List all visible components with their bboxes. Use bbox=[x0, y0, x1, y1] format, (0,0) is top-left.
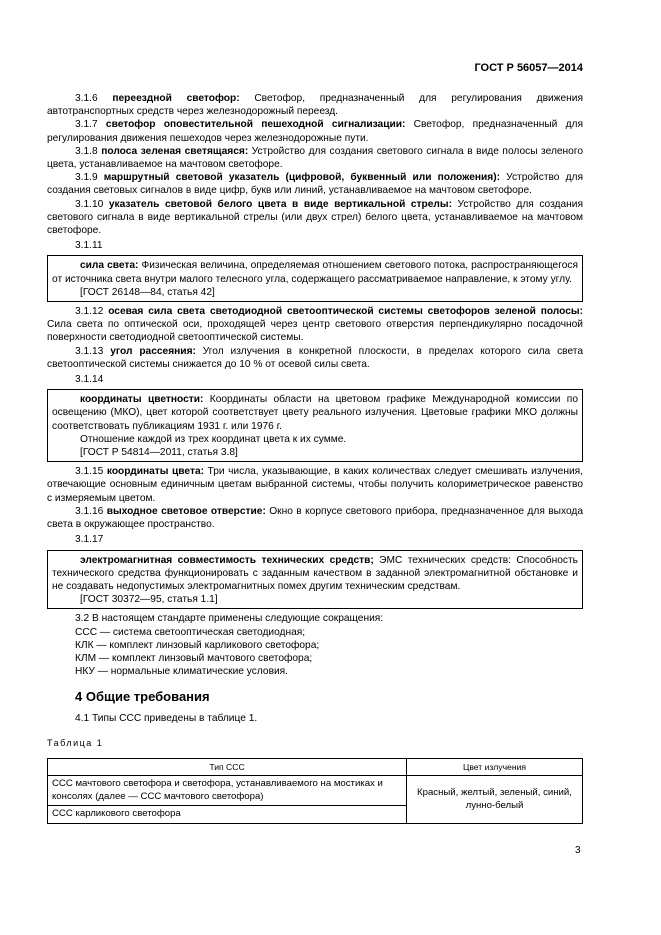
abbreviations-intro: 3.2 В настоящем стандарте применены следующие сокращения: bbox=[75, 613, 384, 625]
term-3-1-10: 3.1.10 указатель световой белого цвета в виде вертикальной стрелы: Устройство для создания светового сигнала в виде вертикальной стрелы (или двух стрел) белого цвета, устанавливаемое на мачтовом светофоре. bbox=[47, 198, 583, 237]
term-3-1-16: 3.1.16 выходное световое отверстие: Окно в корпусе светового прибора, предназначенное для выхода света в окружающее пространство. bbox=[47, 505, 583, 531]
table-caption: Таблица 1 bbox=[47, 737, 104, 748]
section-heading: 4 Общие требования bbox=[75, 689, 210, 705]
term-3-1-11-box bbox=[47, 255, 583, 302]
term-3-1-14-note: Отношение каждой из трех координат цвета к их сумме. bbox=[80, 433, 347, 445]
table-header-type: Тип ССС bbox=[48, 758, 407, 776]
term-3-1-12: 3.1.12 осевая сила света светодиодной светооптической системы светофоров зеленой полосы: Сила света по оптической оси, проходящей через центр светового отверстия перпендикулярно посадочной поверхности светодиодной светооптической системы. bbox=[47, 306, 583, 344]
table-cell-type: ССС карликового светофора bbox=[48, 806, 407, 824]
table-header-row bbox=[48, 758, 583, 776]
term-3-1-11-reference: [ГОСТ 26148—84, статья 42] bbox=[80, 286, 215, 298]
term-3-1-13: 3.1.13 угол рассеяния: Угол излучения в конкретной плоскости, в пределах которого сила света светооптической системы снижается до 10 % от осевой силы света. bbox=[47, 345, 584, 370]
term-3-1-17-definition: электромагнитная совместимость технических средств; ЭМС технических средств: Способность технического средства функционировать с заданным качеством в заданной электромагнитной обстановке и не создавать недопустимых электромагнитных помех другим техническим средствам. bbox=[52, 554, 578, 592]
abbreviation-item: НКУ — нормальные климатические условия. bbox=[75, 666, 289, 678]
page-number: 3 bbox=[575, 845, 581, 856]
term-3-1-11-definition: сила света: Физическая величина, определяемая отношением светового потока, распространяющегося от источника света внутри малого телесного угла, содержащего рассматриваемое направление, к этому углу. bbox=[52, 260, 578, 285]
abbreviations-list bbox=[47, 612, 583, 678]
term-3-1-17-reference: [ГОСТ 30372—95, статья 1.1] bbox=[80, 594, 218, 606]
term-3-1-14-box bbox=[47, 389, 583, 462]
term-3-1-14-definition: координаты цветности: Координаты области на цветовом графике Международной комиссии по освещению (МКО), цвет которой соответствует цвету реального излучения. Цветовые графики МКО должны соответствовать публикациям 1931 г. или 1976 г. bbox=[52, 394, 578, 432]
term-3-1-17-number: 3.1.17 bbox=[75, 534, 104, 546]
abbreviation-item: ССС — система светооптическая светодиодная; bbox=[75, 626, 306, 638]
table-cell-color: Красный, желтый, зеленый, синий, лунно-белый bbox=[407, 776, 583, 824]
abbreviation-item: КЛК — комплект линзовый карликового светофора; bbox=[75, 639, 320, 651]
term-3-1-17-box bbox=[47, 550, 583, 610]
term-3-1-7: 3.1.7 светофор оповестительной пешеходной сигнализации: Светофор, предназначенный для регулирования движения пешеходов через железнодорожные пути. bbox=[47, 119, 583, 144]
term-3-1-6: 3.1.6 переездной светофор: Светофор, предназначенный для регулирования движения автотранспортных средств через железнодорожный переезд. bbox=[47, 93, 583, 118]
term-3-1-14-number: 3.1.14 bbox=[75, 374, 104, 386]
term-3-1-15: 3.1.15 координаты цвета: Три числа, указывающие, в каких количествах следует смешивать излучения, отвечающие основным единичным цветам выбранной системы, чтобы получить колориметрическое равенство с измеряемым цветом. bbox=[47, 466, 584, 504]
table-row bbox=[48, 776, 583, 806]
term-3-1-9: 3.1.9 маршрутный световой указатель (цифровой, буквенный или положения): Устройство для создания световых сигналов в виде цифр, букв или линий, устанавливаемое на мачтовом светофоре. bbox=[47, 172, 583, 197]
paragraph-4-1: 4.1 Типы ССС приведены в таблице 1. bbox=[75, 712, 258, 724]
page-content bbox=[47, 92, 583, 824]
abbreviation-item: КЛМ — комплект линзовый мачтового светофора; bbox=[75, 652, 313, 664]
term-3-1-14-reference: [ГОСТ Р 54814—2011, статья 3.8] bbox=[80, 447, 238, 459]
term-3-1-11-number: 3.1.11 bbox=[75, 240, 103, 252]
standard-code: ГОСТ Р 56057—2014 bbox=[474, 62, 583, 74]
types-table bbox=[47, 758, 583, 824]
term-3-1-8: 3.1.8 полоса зеленая светящаяся: Устройство для создания светового сигнала в виде полосы зеленого цвета, устанавливаемое на мачтовом светофоре. bbox=[47, 145, 583, 171]
table-header-color: Цвет излучения bbox=[407, 758, 583, 776]
table-cell-type: ССС мачтового светофора и светофора, устанавливаемого на мостиках и консолях (далее — ССС мачтового светофора) bbox=[48, 776, 407, 806]
